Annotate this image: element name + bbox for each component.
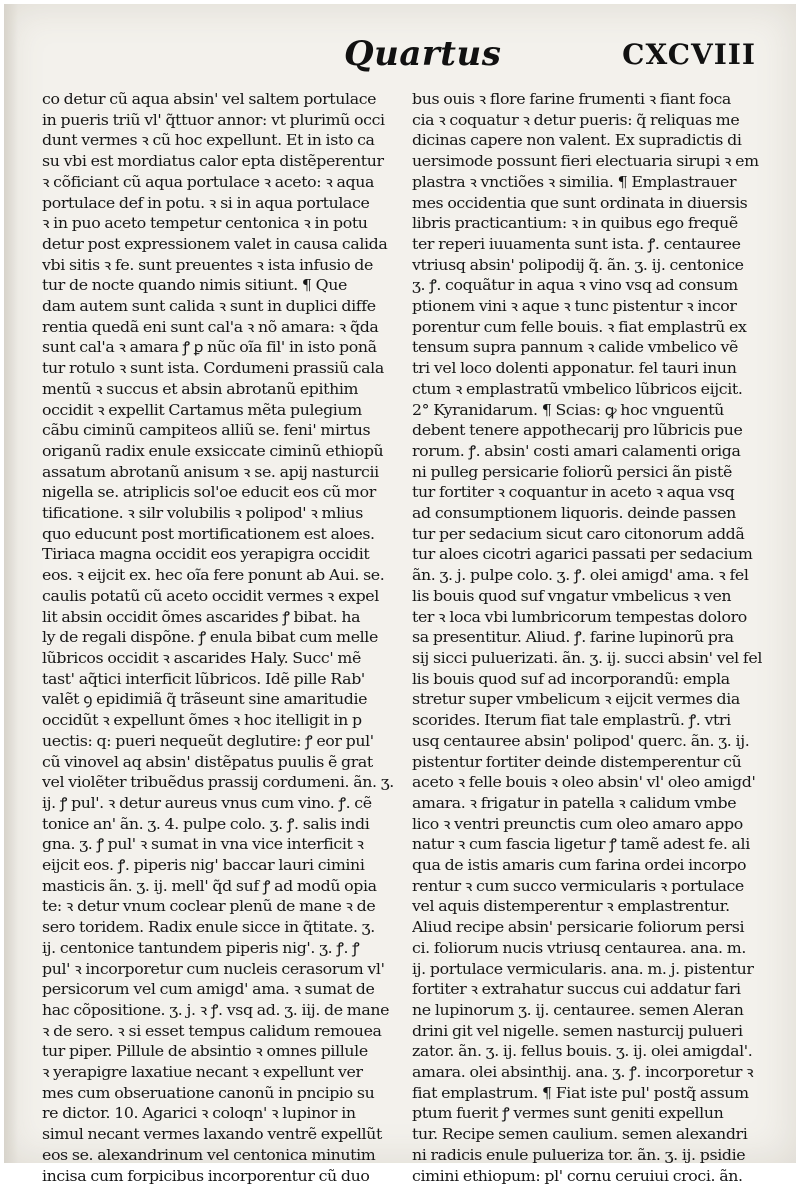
text-line: eos. ꝛ eijcit ex. hec oĩa fere ponunt ab Aui. se. (42, 567, 385, 585)
text-line: natur ꝛ cum fascia ligetur ꝭ tamẽ adest fe. ali (412, 836, 750, 854)
text-line: 2° Kyranidarum. ¶ Scias: ꝙ hoc vnguentũ (412, 401, 724, 419)
text-line: drini git vel nigelle. semen nasturcij pulueri (412, 1022, 743, 1040)
folio-number: CXCVIII (622, 38, 756, 71)
text-line: simul necant vermes laxando ventrẽ expellũt (42, 1126, 382, 1144)
text-line: ãn. ʒ. j. pulpe colo. ʒ. ꝭ. olei amigd' ama. ꝛ fel (412, 567, 749, 585)
text-line: libris practicantium: ꝛ in quibus ego frequẽ (412, 215, 738, 233)
text-line: vel violẽter tribuẽdus prassij cordumeni. ãn. ʒ. (42, 774, 394, 792)
text-line: tur rotulo ꝛ sunt ista. Cordumeni prassiũ cala (42, 360, 384, 378)
text-line: caulis potatũ cũ aceto occidit vermes ꝛ expel (42, 587, 379, 605)
text-line: ad consumptionem liquoris. deinde passen (412, 505, 736, 523)
text-line: nigella se. atriplicis sol'oe educit eos cũ mor (42, 484, 376, 502)
text-line: cãbu ciminũ campiteos alliũ se. feni' mirtus (42, 422, 371, 440)
text-line: ʒ. ꝭ. coquãtur in aqua ꝛ vino vsq ad consum (412, 277, 738, 295)
page-gutter-shadow (4, 4, 18, 1163)
text-line: tur piper. Pillule de absintio ꝛ omnes pillule (42, 1043, 368, 1061)
text-line: vtriusq absin' polipodij q̃. ãn. ʒ. ij. centonice (412, 256, 744, 274)
text-line: eijcit eos. ꝭ. piperis nig' baccar lauri cimini (42, 857, 365, 875)
text-line: re dictor. 10. Agarici ꝛ coloqn' ꝛ lupinor in (42, 1105, 356, 1123)
text-line: valẽt ꝯ epidimiã q̃ trãseunt sine amaritudie (42, 691, 368, 709)
text-line: in pueris triũ vl' q̃ttuor annor: vt plurimũ occi (42, 111, 385, 129)
text-line: su vbi est mordiatus calor epta distẽperentur (42, 153, 384, 171)
text-line: persicorum vel cum amigd' ama. ꝛ sumat de (42, 981, 375, 999)
text-line: lico ꝛ ventri preunctis cum oleo amaro appo (412, 815, 743, 833)
text-line: dunt vermes ꝛ cũ hoc expellunt. Et in isto ca (42, 132, 375, 150)
text-line: tri vel loco dolenti apponatur. fel tauri inun (412, 360, 737, 378)
text-line: sa presentitur. Aliud. ꝭ. farine lupinorũ pra (412, 629, 734, 647)
text-line: cia ꝛ coquatur ꝛ detur pueris: q̃ reliquas me (412, 111, 740, 129)
text-line: tur aloes cicotri agarici passati per sedacium (412, 546, 753, 564)
text-line: debent tenere appothecarij pro lũbricis pue (412, 422, 743, 440)
text-line: sij sicci puluerizati. ãn. ʒ. ij. succi absin' vel fel (412, 649, 763, 667)
text-line: origanũ radix enule exsiccate ciminũ ethiopũ (42, 442, 384, 460)
text-line: occidũt ꝛ expellunt õmes ꝛ hoc itelligit in p (42, 712, 362, 730)
text-line: lis bouis quod suf vngatur vmbelicus ꝛ ven (412, 587, 732, 605)
text-line: detur post expressionem valet in causa calida (42, 235, 388, 253)
text-line: ter ꝛ loca vbi lumbricorum tempestas doloro (412, 608, 747, 626)
text-line: rentia quedã eni sunt cal'a ꝛ nõ amara: ꝛ q̃da (42, 318, 379, 336)
text-line: assatum abrotanũ anisum ꝛ se. apij nasturcii (42, 463, 379, 481)
text-line: pul' ꝛ incorporetur cum nucleis cerasorum vl' (42, 960, 385, 978)
text-line: ꝛ de sero. ꝛ si esset tempus calidum remouea (42, 1022, 382, 1040)
text-column-right (412, 90, 766, 1187)
text-line: eos se. alexandrinum vel centonica minutim (42, 1146, 376, 1164)
text-line: mes cum obseruatione canonũ in pncipio su (42, 1084, 375, 1102)
text-line: ter reperi iuuamenta sunt ista. ꝭ. centauree (412, 235, 741, 253)
book-page (4, 4, 796, 1185)
text-line: ly de regali dispõne. ꝭ enula bibat cum melle (42, 629, 378, 647)
text-line: tonice an' ãn. ʒ. 4. pulpe colo. ʒ. ꝭ. salis indi (42, 815, 370, 833)
text-line: ꝛ in puo aceto tempetur centonica ꝛ in potu (42, 215, 368, 233)
text-line: pistentur fortiter deinde distemperentur cũ (412, 753, 742, 771)
text-line: rorum. ꝭ. absin' costi amari calamenti origa (412, 442, 741, 460)
text-line: scorides. Iterum fiat tale emplastrũ. ꝭ. vtri (412, 712, 731, 730)
text-column-left (42, 90, 396, 1187)
text-line: portulace def in potu. ꝛ si in aqua portulace (42, 194, 370, 212)
text-line: masticis ãn. ʒ. ij. mell' q̃d suf ꝭ ad modũ opia (42, 877, 377, 895)
text-line: ptum fuerit ꝭ vermes sunt geniti expellun (412, 1105, 724, 1123)
text-line: stretur super vmbelicum ꝛ eijcit vermes dia (412, 691, 740, 709)
text-line: amara. olei absinthij. ana. ʒ. ꝭ. incorporetur ꝛ (412, 1064, 754, 1082)
text-line: ꝛ cõficiant cũ aqua portulace ꝛ aceto: ꝛ aqua (42, 173, 375, 191)
text-line: vbi sitis ꝛ fe. sunt preuentes ꝛ ista infusio de (42, 256, 373, 274)
text-line: hac cõpositione. ʒ. j. ꝛ ꝭ. vsq ad. ʒ. iij. de mane (42, 1001, 390, 1019)
text-line: tur fortiter ꝛ coquantur in aceto ꝛ aqua vsq (412, 484, 735, 502)
text-line: porentur cum felle bouis. ꝛ fiat emplastrũ ex (412, 318, 747, 336)
text-line: aceto ꝛ felle bouis ꝛ oleo absin' vl' oleo amigd' (412, 774, 756, 792)
text-line: lũbricos occidit ꝛ ascarides Haly. Succ' mẽ (42, 649, 361, 667)
text-line: Aliud recipe absin' persicarie foliorum persi (412, 919, 745, 937)
text-line: gna. ʒ. ꝭ pul' ꝛ sumat in vna vice interficit ꝛ (42, 836, 364, 854)
text-line: ij. centonice tantundem piperis nig'. ʒ. ꝭ. ꝭ (42, 939, 360, 957)
text-line: ij. ꝭ pul'. ꝛ detur aureus vnus cum vino. ꝭ. cẽ (42, 794, 372, 812)
text-line: sunt cal'a ꝛ amara ꝭ ꝑ nũc oĩa fil' in isto ponã (42, 339, 377, 357)
text-line: zator. ãn. ʒ. ij. fellus bouis. ʒ. ij. olei amigdal'. (412, 1043, 753, 1061)
text-line: uectis: q: pueri nequeũt deglutire: ꝭ eor pul' (42, 732, 374, 750)
text-line: rentur ꝛ cum succo vermicularis ꝛ portulace (412, 877, 744, 895)
text-line: occidit ꝛ expellit Cartamus mẽta pulegium (42, 401, 362, 419)
text-line: co detur cũ aqua absin' vel saltem portulace (42, 91, 377, 108)
text-line: mentũ ꝛ succus et absin abrotanũ epithim (42, 380, 359, 398)
running-head: Quartus (344, 34, 502, 74)
text-line: tur. Recipe semen caulium. semen alexandri (412, 1126, 748, 1144)
text-line: tensum supra pannum ꝛ calide vmbelico vẽ (412, 339, 738, 357)
text-line: uersimode possunt fieri electuaria sirupi ꝛ em (412, 153, 759, 171)
text-line: lit absin occidit õmes ascarides ꝭ bibat. ha (42, 608, 361, 626)
text-line: lis bouis quod suf ad incorporandũ: empla (412, 670, 730, 688)
text-line: ꝛ yerapigre laxatiue necant ꝛ expellunt ver (42, 1064, 363, 1082)
text-line: tast' aq̃tici interficit lũbricos. Idẽ pille Rab' (42, 670, 365, 688)
text-line: ci. foliorum nucis vtriusq centaurea. ana. m. (412, 939, 746, 957)
text-line: mes occidentia que sunt ordinata in diuersis (412, 194, 748, 212)
text-line: qua de istis amaris cum farina ordei incorpo (412, 857, 747, 875)
text-line: plastra ꝛ vnctiões ꝛ similia. ¶ Emplastrauer (412, 173, 737, 191)
text-line: sero toridem. Radix enule sicce in q̃titate. ʒ. (42, 919, 375, 937)
text-line: tificatione. ꝛ silr volubilis ꝛ polipod' ꝛ mlius (42, 505, 363, 523)
text-line: cimini ethiopum: pl' cornu ceruiui croci. ãn. (412, 1167, 743, 1185)
text-line: cũ vinovel aq absin' distẽpatus puulis ẽ grat (42, 753, 373, 771)
text-line: amara. ꝛ frigatur in patella ꝛ calidum vmbe (412, 794, 737, 812)
text-line: dicinas capere non valent. Ex supradictis di (412, 132, 742, 150)
text-line: fortiter ꝛ extrahatur succus cui addatur fari (412, 981, 741, 999)
text-line: dam autem sunt calida ꝛ sunt in duplici diffe (42, 298, 376, 316)
text-line: ptionem vini ꝛ aque ꝛ tunc pistentur ꝛ incor (412, 298, 737, 316)
text-line: fiat emplastrum. ¶ Fiat iste pul' postq̃ assum (412, 1084, 749, 1102)
text-line: tur de nocte quando nimis sitiunt. ¶ Que (42, 277, 347, 295)
text-line: ctum ꝛ emplastratũ vmbelico lũbricos eijcit. (412, 380, 743, 398)
text-line: usq centauree absin' polipod' querc. ãn. ʒ. ij. (412, 732, 750, 750)
text-line: quo educunt post mortificationem est aloes. (42, 525, 375, 543)
text-line: ij. portulace vermicularis. ana. m. j. pistentur (412, 960, 754, 978)
text-line: vel aquis distemperentur ꝛ emplastrentur. (412, 898, 730, 916)
text-line: ne lupinorum ʒ. ij. centauree. semen Aleran (412, 1001, 744, 1019)
text-line: te: ꝛ detur vnum coclear plenũ de mane ꝛ de (42, 898, 376, 916)
text-line: tur per sedacium sicut caro citonorum addã (412, 525, 745, 543)
text-line: bus ouis ꝛ flore farine frumenti ꝛ fiant foca (412, 91, 731, 108)
text-line: ni radicis enule pulueriza tor. ãn. ʒ. ij. psidie (412, 1146, 746, 1164)
text-line: incisa cum forpicibus incorporentur cũ duo (42, 1167, 370, 1185)
text-line: Tiriaca magna occidit eos yerapigra occidit (42, 546, 370, 564)
text-line: ni pulleg persicarie foliorũ persici ãn pistẽ (412, 463, 732, 481)
